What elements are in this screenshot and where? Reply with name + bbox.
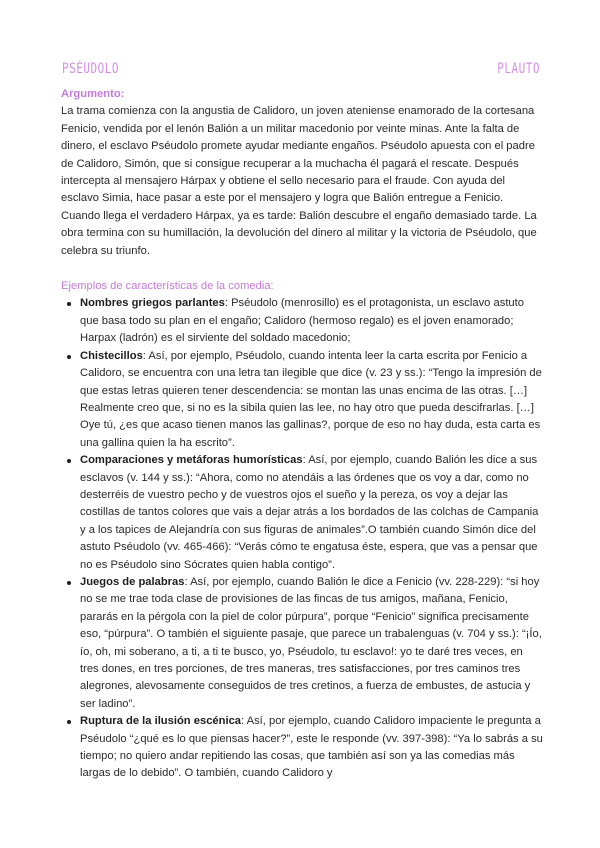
item-term: Comparaciones y metáforas humorísticas (80, 454, 303, 467)
argument-paragraph: La trama comienza con la angustia de Calidoro, un joven ateniense enamorado de la cortesana Fenicio, vendida por el lenón Balión a un militar macedonio por veinte minas. Ante la falta de dinero, el esclavo Pséudolo promete ayudar mediante engaños. Pséudolo apuesta con el padre de Calidoro, Simón, que si consigue recuperar a la muchacha él pagará el rescate. Después intercepta al mensajero Hárpax y obtiene el sello necesario para el fraude. Con ayuda del esclavo Simia, hace pasar a este por el mensajero y logra que Balión entregue a Fenicio. Cuando llega el verdadero Hárpax, ya es tarde: Balión descubre el engaño demasiado tarde. La obra termina con su humillación, la devolución del dinero al militar y la victoria de Pséudolo, que celebra su triunfo. (61, 105, 537, 257)
item-text: : Así, por ejemplo, cuando Balión le dice a Fenicio (vv. 228-229): “si hoy no se me trae toda clase de provisiones de las fincas de tus amigos, mañana, Fenicio, pararás en la pérgola con la piel de color púrpura”, porque “Fenicio” significa precisamente eso, “púrpura”. O también el siguiente pasaje, que parece un trabalenguas (v. 704 y ss.): “¡Ío, ío, oh, mi soberano, a ti, a ti te busco, yo, Pséudolo, tu esclavo!: yo te daré tres veces, en tres dones, en tres porciones, de tres maneras, tres satisfacciones, por tres caminos tres alegrones, alevosamente conseguidos de tres cretinos, a fuerza de embustes, de astucia y ser ladino”. (80, 575, 542, 710)
item-term: Ruptura de la ilusión escénica (80, 715, 242, 728)
document-body (61, 86, 543, 783)
list-item (80, 295, 543, 347)
item-term: Juegos de palabras (80, 575, 185, 588)
item-text: : Así, por ejemplo, Pséudolo, cuando intenta leer la carta escrita por Fenicio a Calidoro, se encuentra con una letra tan ilegible que dice (v. 23 y ss.): “Tengo la impresión de que estas letras quieren tener descendencia: se montan las unas encima de las otras. […] Realmente creo que, si no es la sibila quien las lee, no hay otro que pueda descifrarlas. […] Oye tú, ¿es que acaso tienen manos las gallinas?, porque de eso no hay duda, esta carta es una gallina quien la ha escrito”. (80, 349, 542, 449)
list-item (80, 348, 543, 452)
examples-heading: Ejemplos de características de la comedia: (61, 280, 274, 293)
header-title-left: PSÉUDOLO (62, 60, 119, 77)
item-text: : Así, por ejemplo, cuando Balión les dice a sus esclavos (v. 144 y ss.): “Ahora, como no atendáis a las órdenes que os voy a dar, como no desterréis de vuestro pecho y de vuestros ojos el sueño y la pereza, os voy a dejar las costillas de tantos colores que vais a dejar atrás a los bordados de las colchas de Campania y a los tapices de Alejandría con sus figuras de animales”.O también cuando Simón dice del astuto Pséudolo (vv. 465-466): “Verás cómo te engatusa éste, espera, que vas a pensar que no es Pséudolo sino Sócrates quien habla contigo”. (80, 454, 539, 571)
item-term: Chistecillos (80, 349, 143, 362)
list-item (80, 574, 543, 713)
list-item (80, 452, 543, 574)
item-text: : Pséudolo (menrosillo) es el protagonista, un esclavo astuto que basa todo su plan en el engaño; Calidoro (hermoso regalo) es el joven enamorado; Harpax (ladrón) es el sirviente del soldado macedonio; (80, 297, 524, 345)
item-term: Nombres griegos parlantes (80, 297, 225, 310)
argument-heading: Argumento: (61, 88, 125, 100)
examples-list (61, 295, 543, 782)
item-text: : Así, por ejemplo, cuando Calidoro impaciente le pregunta a Pséudolo “¿qué es lo que piensas hacer?”, este le responde (vv. 397-398): “Ya lo sabrás a su tiempo; no quiero andar repitiendo las cosas, que también así son ya las comedias más largas de lo debido”. O también, cuando Calidoro y (80, 715, 543, 780)
list-item (80, 713, 543, 783)
header-author-right: PLAUTO (497, 60, 540, 77)
